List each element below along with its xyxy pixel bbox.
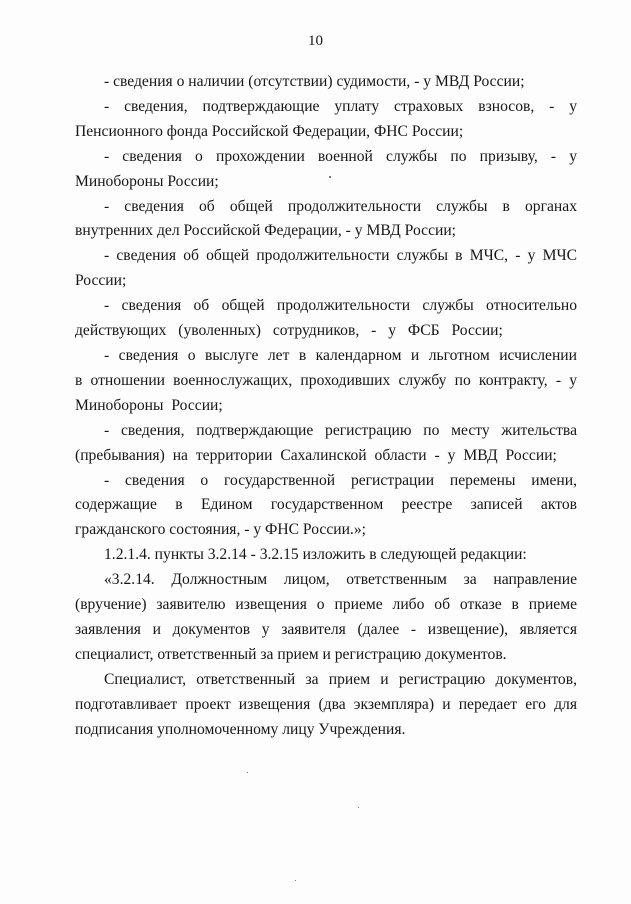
document-body [75, 70, 577, 742]
paragraph-length-of-service: - сведения о выслуге лет в календарном и льготном исчислении в отношении военнослужащих, проходивших службу по контракту, - у Минобороны России; [75, 346, 577, 414]
paragraph-specialist: Специалист, ответственный за прием и регистрацию документов, подготавливает проект извещения (два экземпляра) и передает его для подписания уполномоченному лицу Учреждения. [75, 670, 577, 738]
paragraph-military-conscription: - сведения о прохождении военной службы по призыву, - у Минобороны России; [75, 147, 577, 190]
paragraph-fsb-service: - сведения об общей продолжительности службы относительно действующих (уволенных) сотрудников, - у ФСБ России; [75, 297, 577, 340]
paragraph-amendment-clause: 1.2.1.4. пункты 3.2.14 - 3.2.15 изложить в следующей редакции: [104, 546, 527, 564]
scan-speck [329, 176, 331, 178]
scan-speck [247, 772, 248, 773]
page-number: 10 [308, 33, 323, 49]
paragraph-residence-registration: - сведения, подтверждающие регистрацию по месту жительства (пребывания) на территории Сахалинской области - у МВД России; [75, 421, 577, 464]
paragraph-3-2-14: «3.2.14. Должностным лицом, ответственным за направление (вручение) заявителю извещения о приеме либо об отказе в приеме заявления и документов у заявителя (далее - извещение), является специалист, ответственный за прием и регистрацию документов. [75, 571, 577, 663]
paragraph-insurance-contributions: - сведения, подтверждающие уплату страховых взносов, - у Пенсионного фонда Российской Федерации, ФНС России; [75, 97, 577, 140]
scan-speck [358, 807, 359, 808]
paragraph-name-change: - сведения о государственной регистрации перемены имени, содержащие в Едином государственном реестре записей актов гражданского состояния, - у ФНС России.»; [75, 471, 577, 539]
paragraph-emergency-service: - сведения об общей продолжительности службы в МЧС, - у МЧС России; [75, 247, 577, 290]
paragraph-criminal-record: - сведения о наличии (отсутствии) судимости, - у МВД России; [104, 73, 525, 90]
paragraph-internal-affairs-service: - сведения об общей продолжительности службы в органах внутренних дел Российской Федерации, - у МВД России; [75, 197, 577, 240]
scan-speck [295, 880, 296, 881]
